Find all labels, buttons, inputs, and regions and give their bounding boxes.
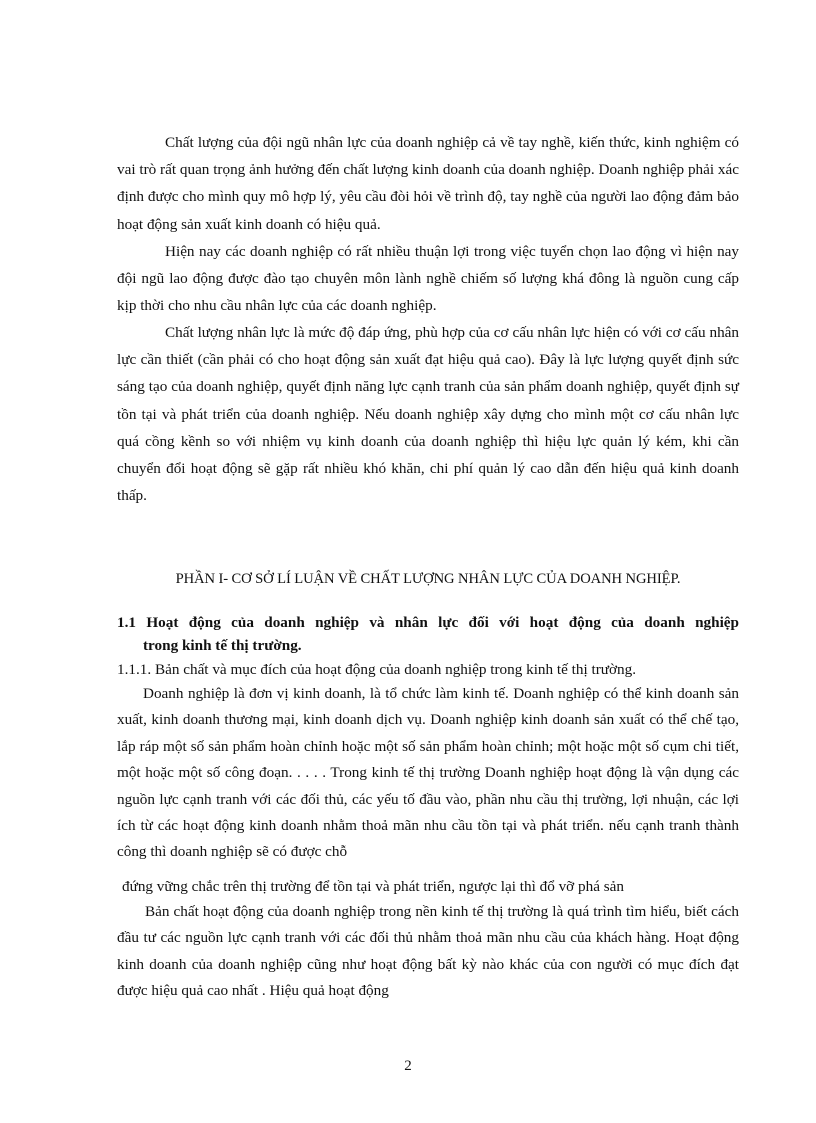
section-heading-1-1: [117, 611, 739, 657]
paragraph-firm-position: đứng vững chắc trên thị trường để tồn tại và phát triển, ngược lại thì đổ vỡ phá sản: [122, 878, 624, 895]
paragraph-workforce-quality: Chất lượng của đội ngũ nhân lực của doanh nghiệp cả về tay nghề, kiến thức, kinh nghiệm có vai trò rất quan trọng ảnh hưởng đến chất lượng kinh doanh của doanh nghiệp. Doanh nghiệp phải xác định được cho mình quy mô hợp lý, yêu cầu đòi hỏi về trình độ, tay nghề của người lao động đảm bảo hoạt động sản xuất kinh doanh có hiệu quả.: [117, 134, 739, 233]
section-heading-1-1-line2: trong kinh tế thị trường.: [143, 637, 302, 654]
paragraph-recruitment-advantages: Hiện nay các doanh nghiệp có rất nhiều thuận lợi trong việc tuyển chọn lao động vì hiện nay đội ngũ lao động được đào tạo chuyên môn lành nghề chiếm số lượng khá đông là nguồn cung cấp kịp thời cho nhu cầu nhân lực của các doanh nghiệp.: [117, 243, 739, 315]
paragraph-business-nature: Bản chất hoạt động của doanh nghiệp trong nền kinh tế thị trường là quá trình tìm hiểu, biết cách đầu tư các nguồn lực cạnh tranh với các đối thủ nhằm thoả mãn nhu cầu của khách hàng. Hoạt động kinh doanh của doanh nghiệp cũng như hoạt động bất kỳ nào khác của con người có mục đích đạt được hiệu quả cao nhất . Hiệu quả hoạt động: [117, 903, 739, 1000]
page-number: 2: [404, 1058, 412, 1074]
subsection-heading-1-1-1: 1.1.1. Bản chất và mục đích của hoạt động của doanh nghiệp trong kinh tế thị trường.: [117, 661, 637, 678]
part-heading: PHẦN I- CƠ SỞ LÍ LUẬN VỀ CHẤT LƯỢNG NHÂN LỰC CỦA DOANH NGHIỆP.: [175, 571, 681, 587]
paragraph-enterprise-definition: Doanh nghiệp là đơn vị kinh doanh, là tổ chức làm kinh tế. Doanh nghiệp có thể kinh doanh sản xuất, kinh doanh thương mại, kinh doanh dịch vụ. Doanh nghiệp kinh doanh sản xuất có thể chế tạo, lắp ráp một số sản phẩm hoàn chỉnh hoặc một số sản phẩm hoàn chỉnh; một hoặc một số cụm chi tiết, một hoặc một số công đoạn. . . . . Trong kinh tế thị trường Doanh nghiệp hoạt động là vận dụng các nguồn lực cạnh tranh với các đối thủ, các yếu tố đầu vào, phần nhu cầu thị trường, lợi nhuận, các lợi ích từ các hoạt động kinh doanh nhằm thoả mãn nhu cầu tồn tại và phát triển. nếu cạnh tranh thành công thì doanh nghiệp sẽ có được chỗ: [117, 685, 739, 861]
section-heading-1-1-line1: 1.1 Hoạt động của doanh nghiệp và nhân lực đối với hoạt động của doanh nghiệp: [117, 614, 739, 631]
paragraph-workforce-definition: Chất lượng nhân lực là mức độ đáp ứng, phù hợp của cơ cấu nhân lực hiện có với cơ cấu nhân lực cần thiết (cần phải có cho hoạt động sản xuất đạt hiệu quả cao). Đây là lực lượng quyết định sức sáng tạo của doanh nghiệp, quyết định năng lực cạnh tranh của sản phẩm doanh nghiệp, quyết định sự tồn tại và phát triển của doanh nghiệp. Nếu doanh nghiệp xây dựng cho mình một cơ cấu nhân lực quá cồng kềnh so với nhiệm vụ kinh doanh của doanh nghiệp thì hiệu lực quản lý kém, khi cần chuyển đổi hoạt động sẽ gặp rất nhiều khó khăn, chi phí quản lý cao dẫn đến hiệu quả kinh doanh thấp.: [117, 324, 739, 505]
